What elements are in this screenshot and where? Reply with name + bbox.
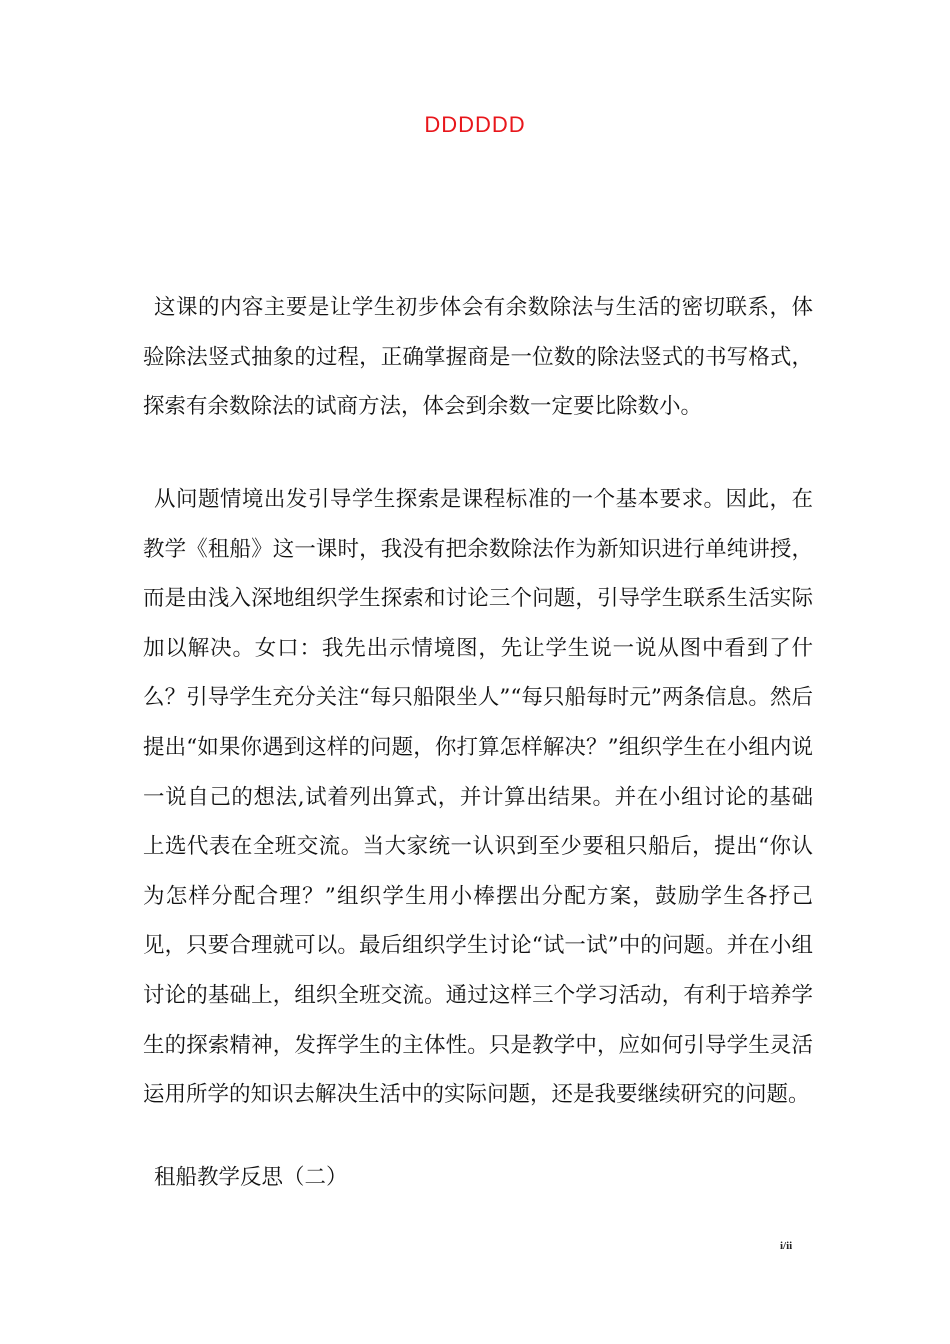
section-heading: 租船教学反思（二） xyxy=(154,1165,348,1190)
page-number: i/ii xyxy=(780,1240,793,1252)
body-paragraph-1: 这课的内容主要是让学生初步体会有余数除法与生活的密切联系，体验除法竖式抽象的过程，正确掌握商是一位数的除法竖式的书写格式，探索有余数除法的试商方法，体会到余数一定要比除数小。 xyxy=(143,295,813,420)
body-paragraph-2: 从问题情境出发引导学生探索是课程标准的一个基本要求。因此，在教学《租船》这一课时，我没有把余数除法作为新知识进行单纯讲授，而是由浅入深地组织学生探索和讨论三个问题，引导学生联系生活实际加以解决。女口：我先出示情境图，先让学生说一说从图中看到了什么？引导学生充分关注“每只船限坐人”“每只船每时元”两条信息。然后提出“如果你遇到这样的问题，你打算怎样解决？”组织学生在小组内说一说自己的想法,试着列出算式，并计算出结果。并在小组讨论的基础上选代表在全班交流。当大家统一认识到至少要租只船后，提出“你认为怎样分配合理？”组织学生用小棒摆出分配方案，鼓励学生各抒己见，只要合理就可以。最后组织学生讨论“试一试”中的问题。并在小组讨论的基础上，组织全班交流。通过这样三个学习活动，有利于培养学生的探索精神，发挥学生的主体性。只是教学中，应如何引导学生灵活运用所学的知识去解决生活中的实际问题，还是我要继续研究的问题。 xyxy=(143,487,813,1108)
document-header-title: DDDDDD xyxy=(424,112,526,137)
